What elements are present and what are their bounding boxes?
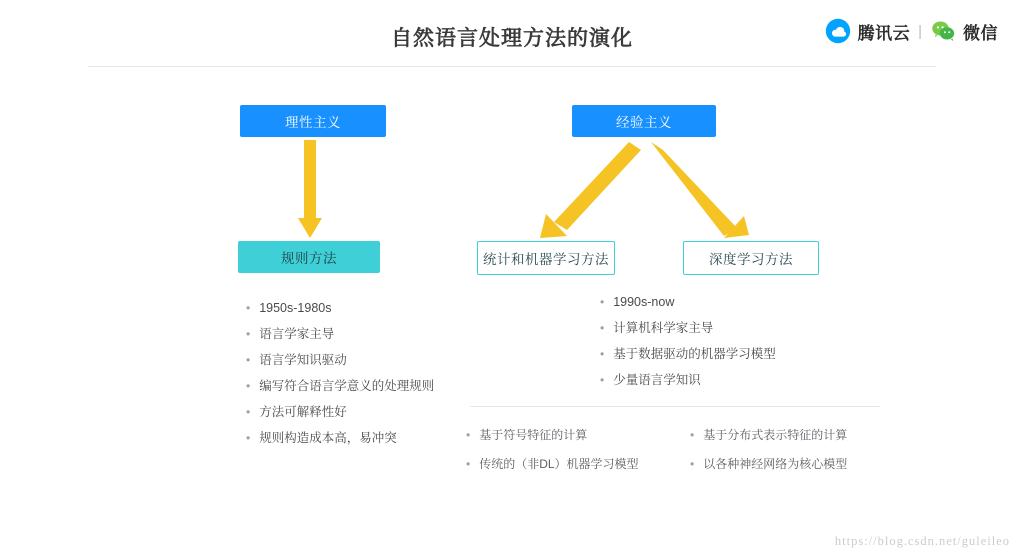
node-rule-method-label: 规则方法 xyxy=(281,251,337,266)
list-item-label: 少量语言学知识 xyxy=(613,373,701,387)
list-item xyxy=(246,300,434,316)
bullet-marker: • xyxy=(600,373,605,387)
bullet-marker: • xyxy=(600,347,605,361)
list-item xyxy=(690,427,847,443)
statistical-ml-bullet-list xyxy=(466,427,639,485)
node-empiricism xyxy=(572,105,716,137)
list-item xyxy=(600,294,776,310)
list-item xyxy=(246,352,434,368)
list-item xyxy=(246,430,434,446)
list-item-label: 1950s-1980s xyxy=(259,301,332,315)
list-item-label: 1990s-now xyxy=(613,295,675,309)
list-item-label: 基于分布式表示特征的计算 xyxy=(703,428,848,442)
brand-wechat-label: 微信 xyxy=(963,23,998,43)
list-item-label: 传统的（非DL）机器学习模型 xyxy=(479,457,639,471)
bullet-marker: • xyxy=(466,428,471,442)
node-deep-learning xyxy=(683,241,819,275)
list-item-label: 计算机科学家主导 xyxy=(613,321,714,335)
sub-lists-divider xyxy=(470,406,880,407)
list-item xyxy=(246,404,434,420)
list-item-label: 以各种神经网络为核心模型 xyxy=(703,457,848,471)
bullet-marker: • xyxy=(246,301,251,315)
rule-method-bullet-list xyxy=(246,300,434,456)
bullet-marker: • xyxy=(690,428,695,442)
node-rationalism xyxy=(240,105,386,137)
list-item xyxy=(466,427,639,443)
cloud-icon xyxy=(825,18,851,44)
page-title: 自然语言处理方法的演化 xyxy=(391,27,633,50)
list-item xyxy=(466,456,639,472)
slide-header xyxy=(0,0,1024,66)
node-statistical-ml-label: 统计和机器学习方法 xyxy=(483,252,609,267)
list-item-label: 基于数据驱动的机器学习模型 xyxy=(613,347,776,361)
list-item xyxy=(246,378,434,394)
bullet-marker: • xyxy=(600,321,605,335)
node-empiricism-label: 经验主义 xyxy=(616,115,672,130)
list-item-label: 编写符合语言学意义的处理规则 xyxy=(259,379,435,393)
brand-separator: | xyxy=(918,22,922,40)
wechat-icon xyxy=(930,18,956,44)
bullet-marker: • xyxy=(600,295,605,309)
bullet-marker: • xyxy=(246,431,251,445)
bullet-marker: • xyxy=(246,327,251,341)
node-statistical-ml xyxy=(477,241,615,275)
bullet-marker: • xyxy=(466,457,471,471)
node-rationalism-label: 理性主义 xyxy=(285,115,341,130)
bullet-marker: • xyxy=(690,457,695,471)
brand-tencent-label: 腾讯云 xyxy=(857,23,911,43)
empiricism-bullet-list xyxy=(600,294,776,398)
list-item-label: 规则构造成本高，易冲突 xyxy=(259,431,397,445)
bullet-marker: • xyxy=(246,353,251,367)
arrow-rationalism-to-rule xyxy=(298,140,322,238)
list-item xyxy=(600,372,776,388)
list-item xyxy=(600,320,776,336)
list-item-label: 基于符号特征的计算 xyxy=(479,428,588,442)
list-item-label: 语言学知识驱动 xyxy=(259,353,347,367)
list-item xyxy=(600,346,776,362)
list-item-label: 方法可解释性好 xyxy=(259,405,347,419)
brand-lockup xyxy=(825,16,998,46)
node-deep-learning-label: 深度学习方法 xyxy=(709,252,793,267)
list-item xyxy=(246,326,434,342)
bullet-marker: • xyxy=(246,379,251,393)
list-item-label: 语言学家主导 xyxy=(259,327,335,341)
header-divider xyxy=(88,66,936,67)
bullet-marker: • xyxy=(246,405,251,419)
node-rule-method xyxy=(238,241,380,273)
list-item xyxy=(690,456,847,472)
watermark: https://blog.csdn.net/guleileo xyxy=(834,534,1010,548)
arrow-empiricism-to-deep xyxy=(651,142,749,238)
deep-learning-bullet-list xyxy=(690,427,847,485)
arrow-empiricism-to-statistical xyxy=(540,142,641,238)
